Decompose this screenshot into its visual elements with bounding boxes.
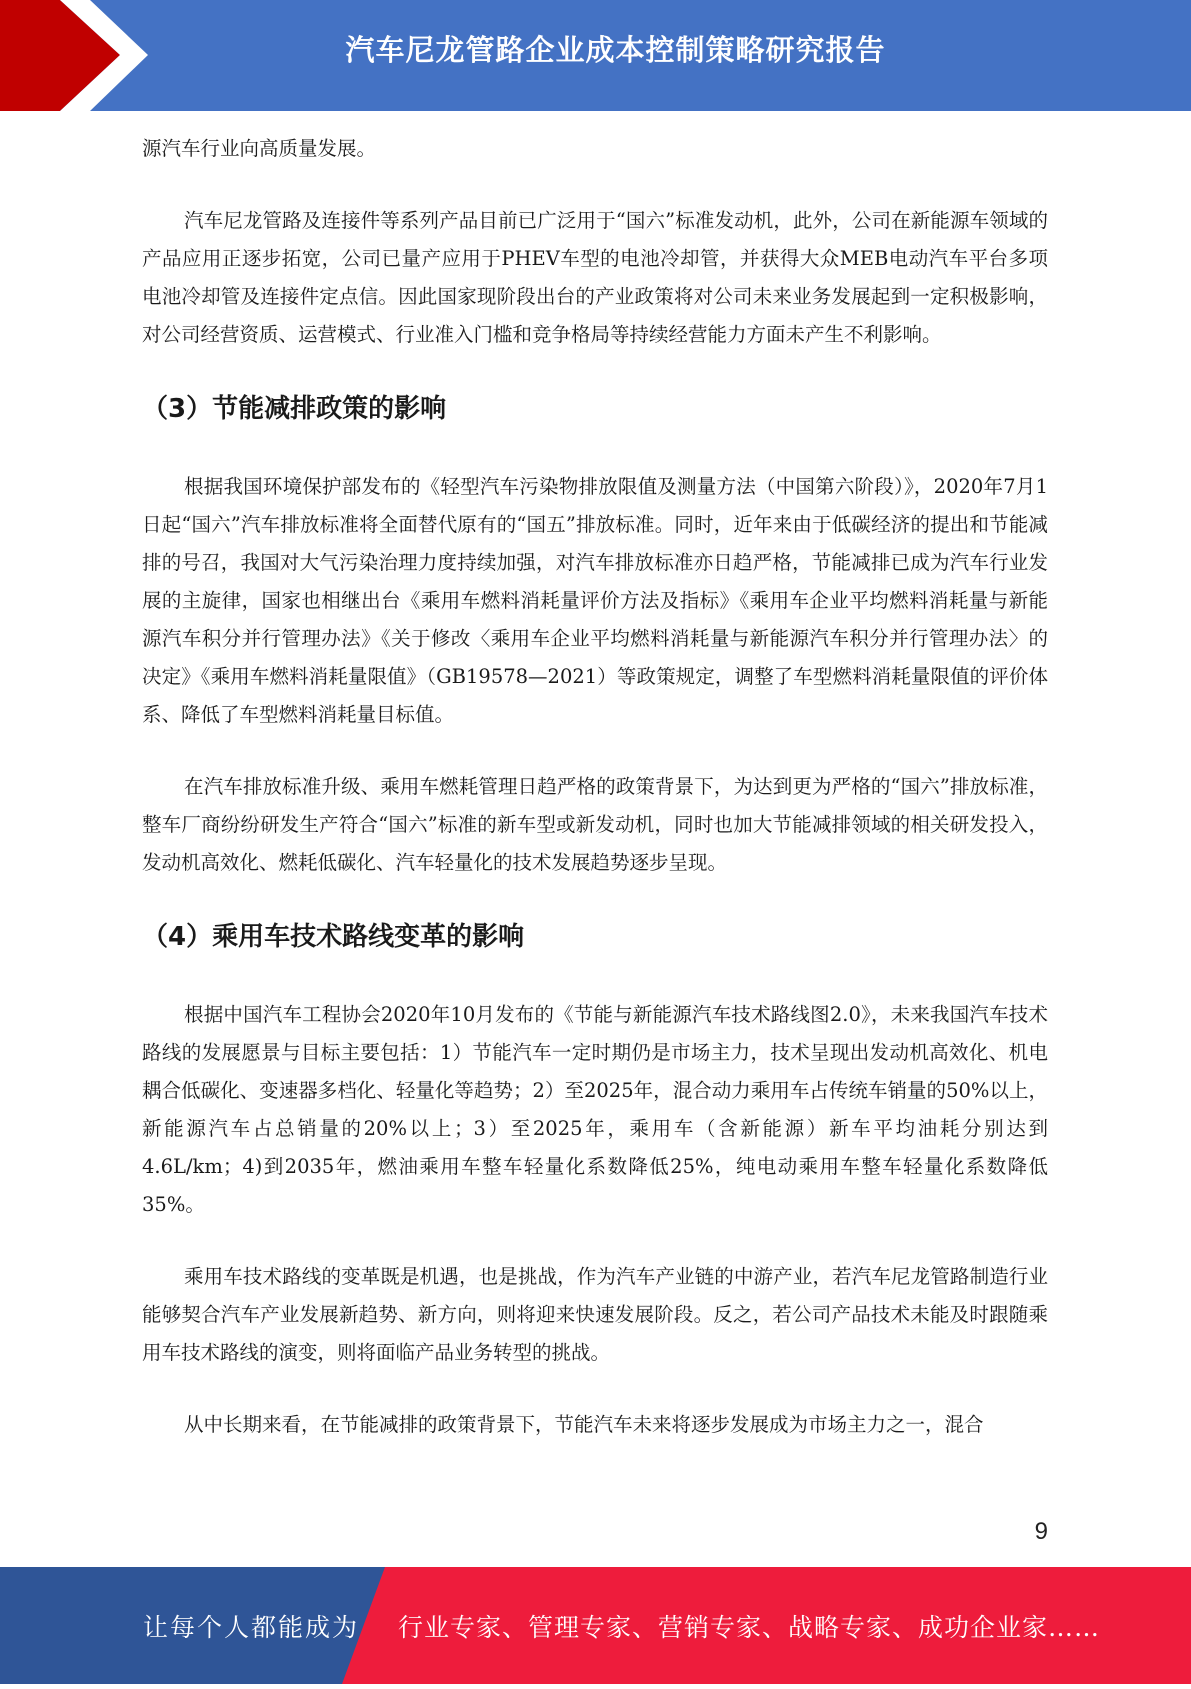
page-number: 9 <box>1034 1518 1048 1545</box>
paragraph-emission-upgrade: 在汽车排放标准升级、乘用车燃耗管理日趋严格的政策背景下，为达到更为严格的“国六”排放标准，整车厂商纷纷研发生产符合“国六”标准的新车型或新发动机，同时也加大节能减排领域的相关研发投入，发动机高效化、燃耗低碳化、汽车轻量化的技术发展趋势逐步呈现。 <box>142 775 1048 874</box>
footer-slogan-right: 行业专家、管理专家、营销专家、战略专家、成功企业家…… <box>398 1613 1101 1642</box>
paragraph-long-term: 从中长期来看，在节能减排的政策背景下，节能汽车未来将逐步发展成为市场主力之一，混合 <box>184 1413 984 1436</box>
paragraph-emission-policy: 根据我国环境保护部发布的《轻型汽车污染物排放限值及测量方法（中国第六阶段）》，2020年7月1日起“国六”汽车排放标准将全面替代原有的“国五”排放标准。同时，近年来由于低碳经济的提出和节能减排的号召，我国对大气污染治理力度持续加强，对汽车排放标准亦日趋严格，节能减排已成为汽车行业发展的主旋律，国家也相继出台《乘用车燃料消耗量评价方法及指标》《乘用车企业平均燃料消耗量与新能源汽车积分并行管理办法》《关于修改〈乘用车企业平均燃料消耗量与新能源汽车积分并行管理办法〉的决定》《乘用车燃料消耗量限值》（GB19578—2021）等政策规定，调整了车型燃料消耗量限值的评价体系、降低了车型燃料消耗量目标值。 <box>142 475 1048 726</box>
section-heading-4: （4）乘用车技术路线变革的影响 <box>142 922 525 952</box>
page-header <box>0 0 1191 111</box>
paragraph-tech-change: 乘用车技术路线的变革既是机遇，也是挑战，作为汽车产业链的中游产业，若汽车尼龙管路制造行业能够契合汽车产业发展新趋势、新方向，则将迎来快速发展阶段。反之，若公司产品技术未能及时跟随乘用车技术路线的演变，则将面临产品业务转型的挑战。 <box>142 1265 1048 1364</box>
footer-slogan-left: 让每个人都能成为 <box>143 1613 360 1642</box>
page-content <box>142 130 1048 1444</box>
page-footer <box>0 1567 1191 1684</box>
section-heading-3: （3）节能减排政策的影响 <box>142 394 447 424</box>
paragraph-continuation: 源汽车行业向高质量发展。 <box>142 137 377 160</box>
report-title: 汽车尼龙管路企业成本控制策略研究报告 <box>345 33 886 67</box>
paragraph-tech-roadmap: 根据中国汽车工程协会2020年10月发布的《节能与新能源汽车技术路线图2.0》，未来我国汽车技术路线的发展愿景与目标主要包括：1）节能汽车一定时期仍是市场主力，技术呈现出发动机高效化、机电耦合低碳化、变速器多档化、轻量化等趋势；2）至2025年，混合动力乘用车占传统车销量的50%以上，新能源汽车占总销量的20%以上；3）至2025年，乘用车（含新能源）新车平均油耗分别达到4.6L/km；4)到2035年，燃油乘用车整车轻量化系数降低25%，纯电动乘用车整车轻量化系数降低35%。 <box>142 1003 1048 1216</box>
paragraph-nylon-products: 汽车尼龙管路及连接件等系列产品目前已广泛用于“国六”标准发动机，此外，公司在新能源车领域的产品应用正逐步拓宽，公司已量产应用于PHEV车型的电池冷却管，并获得大众MEB电动汽车平台多项电池冷却管及连接件定点信。因此国家现阶段出台的产业政策将对公司未来业务发展起到一定积极影响，对公司经营资质、运营模式、行业准入门槛和竞争格局等持续经营能力方面未产生不利影响。 <box>142 209 1048 346</box>
